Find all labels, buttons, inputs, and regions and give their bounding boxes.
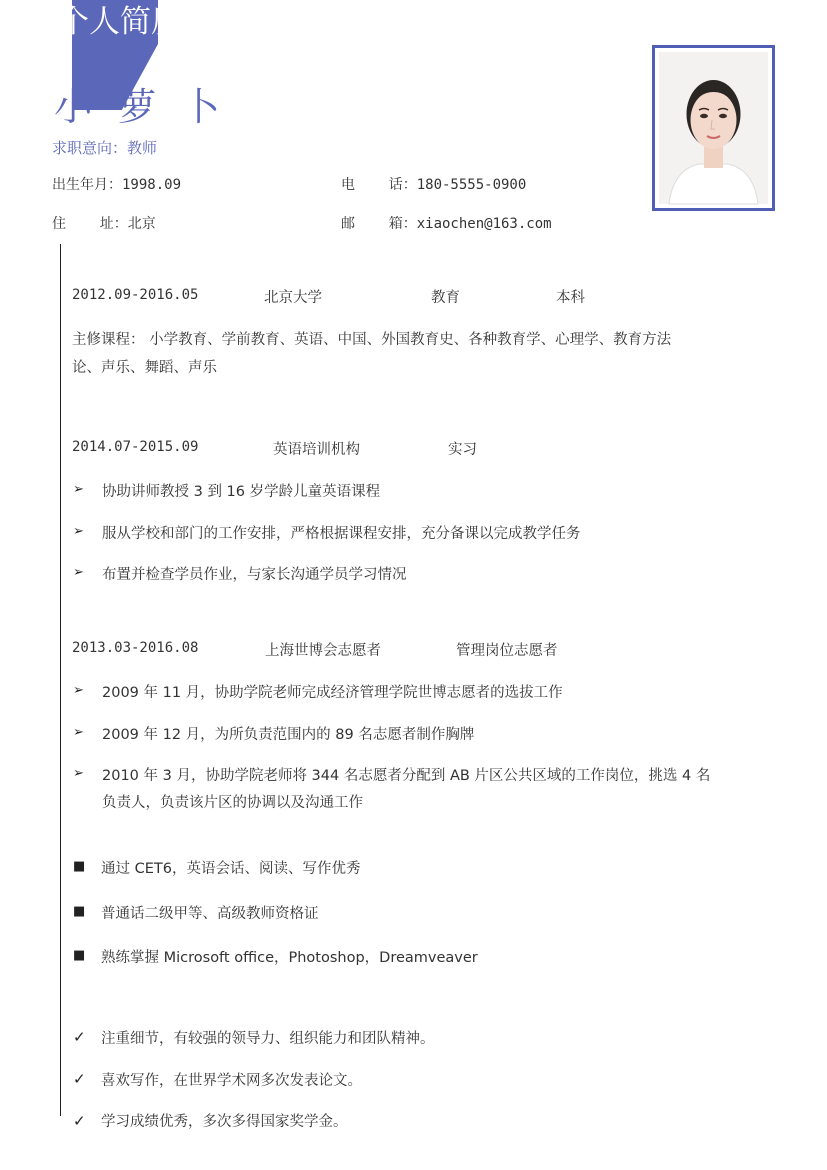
internship-item: 服从学校和部门的工作安排，严格根据课程安排，充分备课以完成教学任务 (102, 526, 581, 542)
evaluation-item: 喜欢写作，在世界学术网多次发表论文。 (101, 1073, 362, 1089)
portrait-image (659, 52, 768, 204)
courses-line: 主修课程： 小学教育、学前教育、英语、中国、外国教育史、各种教育学、心理学、教育方法 (72, 332, 672, 348)
job-objective: 求职意向：教师 (52, 139, 158, 157)
candidate-name: 小萝卜 (54, 85, 247, 129)
check-bullet-icon: ✓ (73, 1028, 86, 1046)
internship-role: 实习 (448, 442, 477, 458)
education-major: 教育 (431, 290, 460, 306)
arrow-bullet-icon: ➢ (73, 482, 84, 497)
internship-item: 协助讲师教授 3 到 16 岁学龄儿童英语课程 (102, 484, 381, 500)
volunteer-role: 管理岗位志愿者 (456, 643, 558, 659)
volunteer-period: 2013.03-2016.08 (72, 640, 199, 656)
address: 住 址：北京 (52, 216, 156, 232)
section-divider-line (60, 784, 61, 1116)
square-bullet-icon: ■ (73, 948, 86, 963)
birth-date: 出生年月：1998.09 (52, 177, 182, 193)
volunteer-org: 上海世博会志愿者 (265, 643, 381, 659)
volunteer-item: 2010 年 3 月，协助学院老师将 344 名志愿者分配到 AB 片区公共区域的工作岗位，挑选 4 名 (102, 768, 711, 784)
square-bullet-icon: ■ (73, 859, 86, 874)
education-degree: 本科 (556, 290, 585, 306)
arrow-bullet-icon: ➢ (73, 766, 84, 781)
volunteer-item-clipped (72, 760, 792, 811)
volunteer-item: 2009 年 12 月，为所负责范围内的 89 名志愿者制作胸牌 (102, 727, 475, 743)
evaluation-item: 注重细节，有较强的领导力、组织能力和团队精神。 (101, 1031, 435, 1047)
skill-item: 熟练掌握 Microsoft office，Photoshop，Dreamveaver (101, 950, 478, 966)
arrow-bullet-icon: ➢ (73, 524, 84, 539)
check-bullet-icon: ✓ (73, 1070, 86, 1088)
arrow-bullet-icon: ➢ (73, 725, 84, 740)
phone-number: 电 话：180-5555-0900 (341, 177, 527, 193)
evaluation-item: 学习成绩优秀，多次多得国家奖学金。 (101, 1114, 348, 1130)
education-school: 北京大学 (264, 290, 322, 306)
resume-title: 个人简历 (58, 4, 182, 40)
arrow-bullet-icon: ➢ (73, 565, 84, 580)
volunteer-item: 负责人，负责该片区的协调以及沟通工作 (102, 795, 363, 811)
internship-period: 2014.07-2015.09 (72, 439, 199, 455)
internship-item: 布置并检查学员作业，与家长沟通学员学习情况 (102, 567, 407, 583)
email-address: 邮 箱：xiaochen@163.com (341, 216, 552, 232)
skill-item: 普通话二级甲等、高级教师资格证 (101, 906, 319, 922)
profile-photo (652, 45, 775, 211)
arrow-bullet-icon: ➢ (73, 683, 84, 698)
courses-line: 论、声乐、舞蹈、声乐 (72, 360, 217, 376)
internship-org: 英语培训机构 (273, 442, 360, 458)
section-divider-line (60, 244, 61, 784)
square-bullet-icon: ■ (73, 904, 86, 919)
skill-item: 通过 CET6，英语会话、阅读、写作优秀 (101, 861, 361, 877)
education-period: 2012.09-2016.05 (72, 287, 199, 303)
volunteer-item: 2009 年 11 月，协助学院老师完成经济管理学院世博志愿者的选拔工作 (102, 685, 563, 701)
check-bullet-icon: ✓ (73, 1112, 86, 1130)
